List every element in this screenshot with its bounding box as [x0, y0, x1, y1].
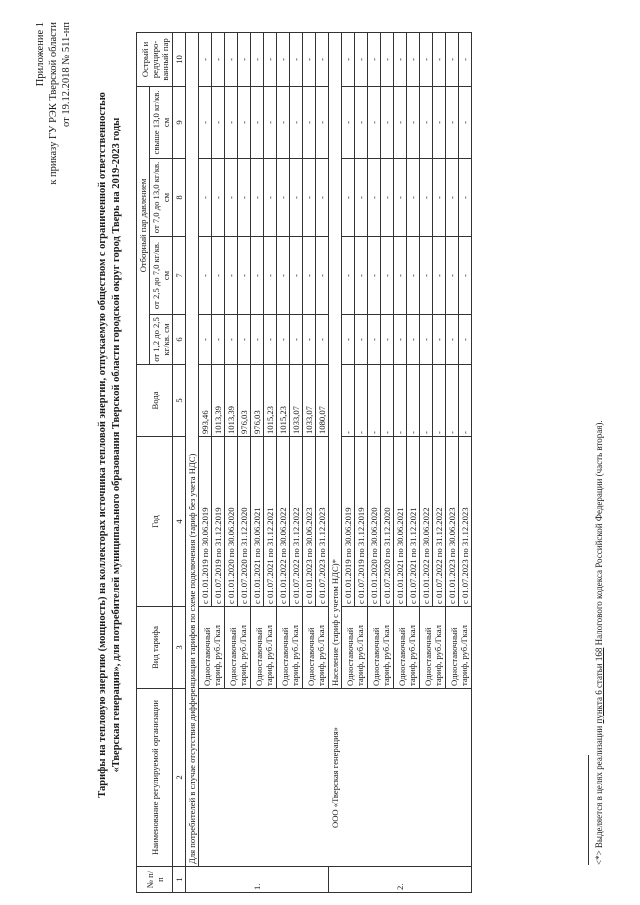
empty-value: - — [355, 315, 368, 365]
empty-value: - — [459, 32, 472, 86]
footnote-before: <*> Выделяется в целях реализации — [594, 723, 604, 865]
empty-value: - — [264, 32, 277, 86]
empty-value: - — [381, 159, 394, 237]
empty-value: - — [277, 159, 290, 237]
header-org: Наименование регулируемой организации — [137, 689, 173, 867]
header-tariff-type: Вид тарифа — [137, 607, 173, 689]
tariff-table — [136, 32, 472, 893]
empty-value: - — [225, 237, 238, 315]
water-value: - — [420, 365, 433, 437]
empty-value: - — [420, 159, 433, 237]
empty-value: - — [342, 237, 355, 315]
empty-value: - — [342, 86, 355, 158]
tariff-type: Одноставочный тариф, руб./Гкал — [199, 607, 225, 689]
empty-value: - — [420, 237, 433, 315]
empty-value: - — [238, 315, 251, 365]
empty-value: - — [381, 315, 394, 365]
empty-value: - — [407, 237, 420, 315]
period: с 01.01.2019 по 30.06.2019 — [342, 437, 355, 607]
header-steam-group: Отборный пар давлением — [137, 86, 150, 364]
tariff-type: Одноставочный тариф, руб./Гкал — [368, 607, 394, 689]
empty-value: - — [368, 237, 381, 315]
section-label: Для потребителей в случае отсутствия дифференциации тарифов по схеме подключения (тариф без учета НДС) — [186, 32, 199, 866]
empty-value: - — [264, 237, 277, 315]
empty-value: - — [277, 32, 290, 86]
footnote — [594, 165, 605, 865]
empty-value: - — [394, 237, 407, 315]
section-row — [186, 32, 199, 892]
empty-value: - — [199, 86, 212, 158]
empty-value: - — [394, 315, 407, 365]
appendix-header — [34, 22, 73, 262]
empty-value: - — [225, 86, 238, 158]
empty-value: - — [303, 86, 316, 158]
water-value: 976,03 — [251, 365, 264, 437]
empty-value: - — [368, 159, 381, 237]
empty-value: - — [394, 159, 407, 237]
header-pressure-2: от 2,5 до 7,0 кг/кв. см — [150, 237, 173, 315]
empty-value: - — [290, 159, 303, 237]
period: с 01.07.2023 по 31.12.2023 — [316, 437, 329, 607]
empty-value: - — [225, 315, 238, 365]
empty-value: - — [381, 32, 394, 86]
empty-value: - — [407, 32, 420, 86]
empty-value: - — [212, 237, 225, 315]
empty-value: - — [433, 32, 446, 86]
empty-value: - — [446, 237, 459, 315]
empty-value: - — [212, 159, 225, 237]
empty-value: - — [264, 315, 277, 365]
organization-name: ООО «Тверская генерация» — [199, 689, 472, 867]
period: с 01.01.2020 по 30.06.2020 — [225, 437, 238, 607]
empty-value: - — [290, 86, 303, 158]
period: с 01.01.2020 по 30.06.2020 — [368, 437, 381, 607]
table-body — [186, 32, 472, 892]
water-value: 1015,23 — [277, 365, 290, 437]
title-line-1: Тарифы на тепловую энергию (мощность) на коллекторах источника тепловой энергии, отпускаемую обществом с ограниченной ответственностью — [97, 92, 108, 798]
period: с 01.07.2020 по 31.12.2020 — [381, 437, 394, 607]
tariff-type: Одноставочный тариф, руб./Гкал — [420, 607, 446, 689]
empty-value: - — [225, 32, 238, 86]
empty-value: - — [433, 86, 446, 158]
empty-value: - — [303, 32, 316, 86]
empty-value: - — [303, 159, 316, 237]
water-value: - — [381, 365, 394, 437]
empty-value: - — [251, 237, 264, 315]
empty-value: - — [368, 315, 381, 365]
empty-value: - — [394, 32, 407, 86]
empty-value: - — [355, 237, 368, 315]
header-pressure-3: от 7,0 до 13,0 кг/кв. см — [150, 159, 173, 237]
empty-value: - — [225, 159, 238, 237]
tariff-type: Одноставочный тариф, руб./Гкал — [225, 607, 251, 689]
empty-value: - — [290, 32, 303, 86]
empty-value: - — [420, 32, 433, 86]
empty-value: - — [342, 315, 355, 365]
column-number: 7 — [173, 237, 186, 315]
appendix-line-3: от 19.12.2018 № 511-нп — [61, 22, 72, 127]
appendix-line-2: к приказу ГУ РЭК Тверской области — [48, 22, 59, 185]
header-num: № п/п — [137, 867, 173, 893]
empty-value: - — [212, 315, 225, 365]
empty-value: - — [394, 86, 407, 158]
period: с 01.01.2021 по 30.06.2021 — [394, 437, 407, 607]
title-line-2: «Тверская генерация», для потребителей муниципального образования Тверской области городской округ город Тверь на 2019-2023 годы — [110, 117, 122, 773]
document-title — [96, 85, 123, 805]
empty-value: - — [277, 86, 290, 158]
empty-value: - — [459, 237, 472, 315]
empty-value: - — [238, 32, 251, 86]
water-value: - — [446, 365, 459, 437]
column-number: 6 — [173, 315, 186, 365]
water-value: 993,46 — [199, 365, 212, 437]
period: с 01.01.2022 по 30.06.2022 — [420, 437, 433, 607]
column-number: 4 — [173, 437, 186, 607]
tariff-type: Одноставочный тариф, руб./Гкал — [394, 607, 420, 689]
empty-value: - — [316, 237, 329, 315]
tariff-type: Одноставочный тариф, руб./Гкал — [277, 607, 303, 689]
water-value: 1033,07 — [303, 365, 316, 437]
footnote-link[interactable]: пункта 6 статьи 168 — [594, 647, 604, 724]
empty-value: - — [316, 159, 329, 237]
empty-value: - — [277, 237, 290, 315]
empty-value: - — [290, 237, 303, 315]
empty-value: - — [199, 159, 212, 237]
empty-value: - — [251, 86, 264, 158]
empty-value: - — [355, 159, 368, 237]
header-hot-steam: Острый и редуциро-ванный пар — [137, 32, 173, 86]
empty-value: - — [342, 159, 355, 237]
period: с 01.07.2021 по 31.12.2021 — [407, 437, 420, 607]
row-number: 2. — [329, 867, 472, 893]
empty-value: - — [407, 315, 420, 365]
empty-value: - — [277, 315, 290, 365]
empty-value: - — [342, 32, 355, 86]
period: с 01.01.2019 по 30.06.2019 — [199, 437, 212, 607]
period: с 01.07.2021 по 31.12.2021 — [264, 437, 277, 607]
column-number: 2 — [173, 689, 186, 867]
header-water: Вода — [137, 365, 173, 437]
empty-value: - — [381, 86, 394, 158]
water-value: - — [433, 365, 446, 437]
empty-value: - — [303, 315, 316, 365]
column-number: 8 — [173, 159, 186, 237]
empty-value: - — [290, 315, 303, 365]
empty-value: - — [407, 86, 420, 158]
empty-value: - — [199, 237, 212, 315]
empty-value: - — [446, 86, 459, 158]
empty-value: - — [459, 159, 472, 237]
table-header — [137, 32, 186, 892]
water-value: 1015,23 — [264, 365, 277, 437]
empty-value: - — [368, 86, 381, 158]
appendix-line-1: Приложение 1 — [35, 22, 46, 87]
water-value: - — [407, 365, 420, 437]
empty-value: - — [199, 32, 212, 86]
water-value: 1033,07 — [290, 365, 303, 437]
empty-value: - — [316, 315, 329, 365]
empty-value: - — [433, 237, 446, 315]
empty-value: - — [420, 86, 433, 158]
period: с 01.07.2022 по 31.12.2022 — [433, 437, 446, 607]
header-year: Год — [137, 437, 173, 607]
tariff-type: Одноставочный тариф, руб./Гкал — [342, 607, 368, 689]
empty-value: - — [199, 315, 212, 365]
empty-value: - — [420, 315, 433, 365]
header-pressure-1: от 1,2 до 2,5 кг/кв. см — [150, 315, 173, 365]
water-value: - — [459, 365, 472, 437]
column-numbers-row — [173, 32, 186, 892]
row-number: 1. — [186, 867, 329, 893]
empty-value: - — [446, 32, 459, 86]
period: с 01.01.2023 по 30.06.2023 — [303, 437, 316, 607]
empty-value: - — [433, 315, 446, 365]
empty-value: - — [251, 315, 264, 365]
empty-value: - — [212, 86, 225, 158]
table-row — [199, 32, 212, 892]
empty-value: - — [212, 32, 225, 86]
column-number: 5 — [173, 365, 186, 437]
column-number: 1 — [173, 867, 186, 893]
empty-value: - — [316, 86, 329, 158]
period: с 01.07.2019 по 31.12.2019 — [355, 437, 368, 607]
empty-value: - — [316, 32, 329, 86]
empty-value: - — [264, 159, 277, 237]
empty-value: - — [407, 159, 420, 237]
empty-value: - — [264, 86, 277, 158]
empty-value: - — [368, 32, 381, 86]
empty-value: - — [459, 86, 472, 158]
footnote-separator — [588, 755, 589, 865]
water-value: 1080,07 — [316, 365, 329, 437]
empty-value: - — [446, 159, 459, 237]
empty-value: - — [251, 32, 264, 86]
water-value: - — [342, 365, 355, 437]
period: с 01.07.2022 по 31.12.2022 — [290, 437, 303, 607]
empty-value: - — [381, 237, 394, 315]
empty-value: - — [238, 159, 251, 237]
tariff-type: Одноставочный тариф, руб./Гкал — [303, 607, 329, 689]
tariff-type: Одноставочный тариф, руб./Гкал — [251, 607, 277, 689]
empty-value: - — [433, 159, 446, 237]
empty-value: - — [238, 237, 251, 315]
empty-value: - — [459, 315, 472, 365]
water-value: 976,03 — [238, 365, 251, 437]
section-label: Население (тариф с учетом НДС)* — [329, 32, 342, 688]
header-row-1 — [137, 32, 150, 892]
period: с 01.01.2023 по 30.06.2023 — [446, 437, 459, 607]
empty-value: - — [251, 159, 264, 237]
water-value: 1013,39 — [212, 365, 225, 437]
tariff-type: Одноставочный тариф, руб./Гкал — [446, 607, 472, 689]
water-value: - — [368, 365, 381, 437]
empty-value: - — [355, 86, 368, 158]
column-number: 9 — [173, 86, 186, 158]
column-number: 10 — [173, 32, 186, 86]
period: с 01.01.2021 по 30.06.2021 — [251, 437, 264, 607]
period: с 01.01.2022 по 30.06.2022 — [277, 437, 290, 607]
water-value: - — [394, 365, 407, 437]
period: с 01.07.2019 по 31.12.2019 — [212, 437, 225, 607]
period: с 01.07.2020 по 31.12.2020 — [238, 437, 251, 607]
empty-value: - — [238, 86, 251, 158]
empty-value: - — [303, 237, 316, 315]
period: с 01.07.2023 по 31.12.2023 — [459, 437, 472, 607]
empty-value: - — [355, 32, 368, 86]
footnote-after: Налогового кодекса Российской Федерации (часть вторая). — [594, 420, 604, 648]
column-number: 3 — [173, 607, 186, 689]
water-value: 1013,39 — [225, 365, 238, 437]
water-value: - — [355, 365, 368, 437]
empty-value: - — [446, 315, 459, 365]
header-pressure-4: свыше 13,0 кг/кв. см — [150, 86, 173, 158]
